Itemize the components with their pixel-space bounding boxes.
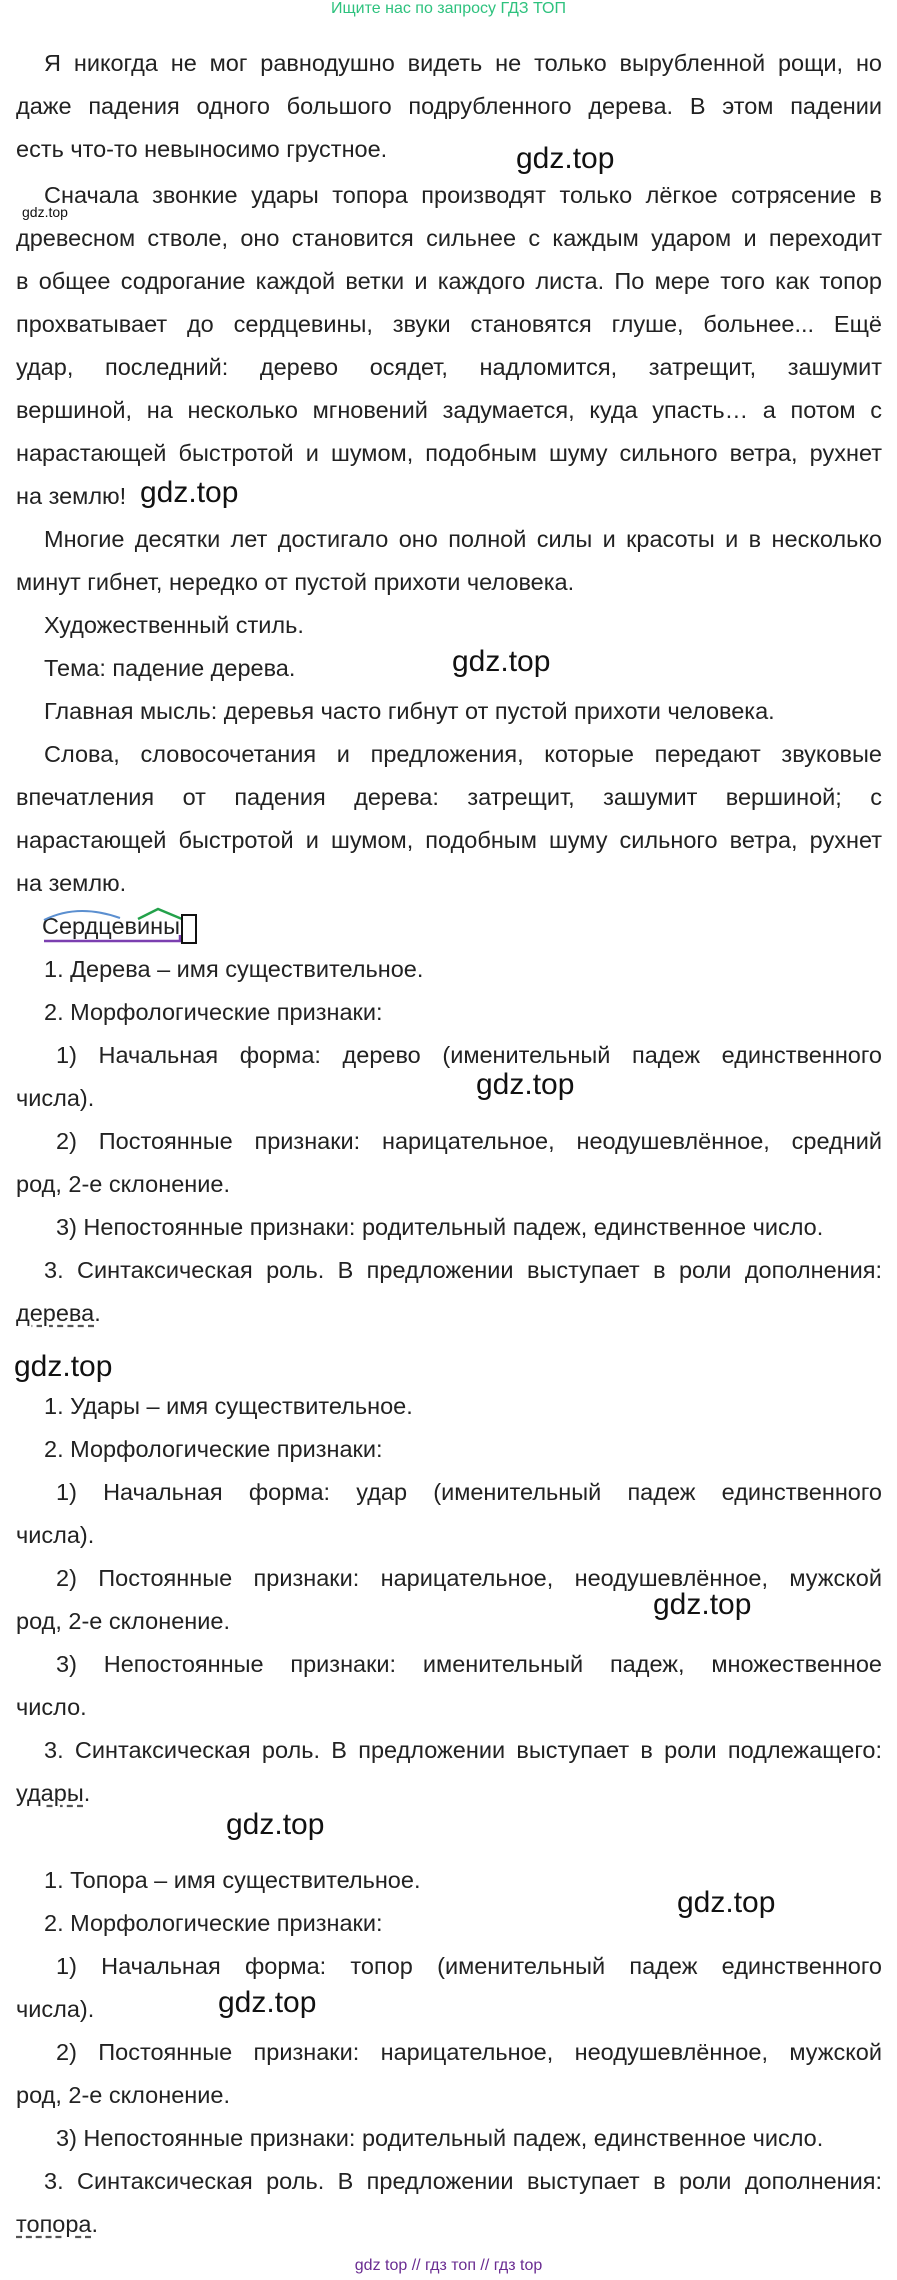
text-line: нарастающей быстротой и шумом, подобным шуму сильного ветра, рухнет bbox=[16, 440, 882, 466]
analysis-line: 2. Морфологические признаки: bbox=[44, 1436, 383, 1462]
watermark: gdz.top bbox=[452, 645, 551, 678]
analysis-line bbox=[16, 1298, 101, 1328]
text-line: прохватывает до сердцевины, звуки становятся глуше, больнее... Ещё bbox=[16, 311, 882, 337]
watermark: gdz.top bbox=[218, 1986, 317, 2019]
text-line: нарастающей быстротой и шумом, подобным шуму сильного ветра, рухнет bbox=[16, 827, 882, 853]
analysis-line: 2) Постоянные признаки: нарицательное, неодушевлённое, мужской bbox=[56, 1565, 882, 1591]
text-line: даже падения одного большого подрубленного дерева. В этом падении bbox=[16, 93, 882, 119]
main-idea-line: Главная мысль: деревья часто гибнут от пустой прихоти человека. bbox=[44, 698, 775, 724]
period: . bbox=[94, 1300, 101, 1326]
analysis-line: 3. Синтаксическая роль. В предложении выступает в роли дополнения: bbox=[44, 1257, 882, 1283]
text-line: удар, последний: дерево осядет, надломится, затрещит, зашумит bbox=[16, 354, 882, 380]
analysis-line: 2) Постоянные признаки: нарицательное, неодушевлённое, мужской bbox=[56, 2039, 882, 2065]
watermark: gdz.top bbox=[653, 1588, 752, 1621]
analysis-line: 3. Синтаксическая роль. В предложении выступает в роли дополнения: bbox=[44, 2168, 882, 2194]
analysis-line: 1. Удары – имя существительное. bbox=[44, 1393, 413, 1419]
text-line: Слова, словосочетания и предложения, которые передают звуковые bbox=[44, 741, 882, 767]
watermark: gdz.top bbox=[226, 1808, 325, 1841]
text-line: вершиной, на несколько мгновений задумается, куда упасть… а потом с bbox=[16, 397, 882, 423]
underlined-word: дерева bbox=[16, 1300, 95, 1326]
text-line: Сначала звонкие удары топора производят только лёгкое сотрясение в bbox=[44, 182, 882, 208]
analysis-line: числа). bbox=[16, 1996, 95, 2022]
analysis-line: 3. Синтаксическая роль. В предложении выступает в роли подлежащего: bbox=[44, 1737, 882, 1763]
text-line: Я никогда не мог равнодушно видеть не только вырубленной рощи, но bbox=[44, 50, 882, 76]
analysis-line: 3) Непостоянные признаки: родительный падеж, единственное число. bbox=[56, 2125, 824, 2151]
watermark: gdz.top bbox=[14, 1350, 113, 1383]
watermark: gdz.top bbox=[516, 142, 615, 175]
text-line: в общее содрогание каждой ветки и каждого листа. По мере того как топор bbox=[16, 268, 882, 294]
watermark-small: gdz.top bbox=[22, 204, 68, 220]
top-banner[interactable]: Ищите нас по запросу ГДЗ ТОП bbox=[331, 0, 566, 17]
text-line: древесном стволе, оно становится сильнее с каждым ударом и переходит bbox=[16, 225, 882, 251]
analysis-line: 1) Начальная форма: топор (именительный падеж единственного bbox=[56, 1953, 882, 1979]
analysis-line: род, 2-е склонение. bbox=[16, 1608, 230, 1634]
text-line: впечатления от падения дерева: затрещит, зашумит вершиной; с bbox=[16, 784, 882, 810]
text-line: минут гибнет, нередко от пустой прихоти человека. bbox=[16, 569, 575, 595]
period: . bbox=[91, 2211, 99, 2237]
text-line: на землю. bbox=[16, 870, 127, 896]
analysis-line: род, 2-е склонение. bbox=[16, 2082, 230, 2108]
watermark: gdz.top bbox=[140, 476, 239, 509]
watermark: gdz.top bbox=[476, 1068, 575, 1101]
morpheme-word: Сердцевины bbox=[42, 913, 181, 939]
analysis-line: 1. Топора – имя существительное. bbox=[44, 1867, 421, 1893]
analysis-line: число. bbox=[16, 1694, 87, 1720]
analysis-line: 1) Начальная форма: удар (именительный падеж единственного bbox=[56, 1479, 882, 1505]
analysis-line: 3) Непостоянные признаки: родительный падеж, единственное число. bbox=[56, 1214, 824, 1240]
text-line: Многие десятки лет достигало оно полной силы и красоты и в несколько bbox=[44, 526, 882, 552]
analysis-line: числа). bbox=[16, 1522, 95, 1548]
underlined-word: удары bbox=[16, 1780, 84, 1806]
watermark: gdz.top bbox=[677, 1886, 776, 1919]
theme-line: Тема: падение дерева. bbox=[44, 655, 296, 681]
analysis-line: 2) Постоянные признаки: нарицательное, неодушевлённое, средний bbox=[56, 1128, 882, 1154]
analysis-line bbox=[16, 2209, 98, 2239]
analysis-line: 3) Непостоянные признаки: именительный падеж, множественное bbox=[56, 1651, 882, 1677]
analysis-line bbox=[16, 1778, 90, 1808]
analysis-line: 1) Начальная форма: дерево (именительный падеж единственного bbox=[56, 1042, 882, 1068]
period: . bbox=[83, 1780, 91, 1806]
style-line: Художественный стиль. bbox=[44, 612, 304, 638]
underlined-word: топора bbox=[16, 2211, 92, 2237]
analysis-line: род, 2-е склонение. bbox=[16, 1171, 230, 1197]
footer-links[interactable]: gdz top // гдз топ // гдз top bbox=[354, 2257, 543, 2274]
text-line: на землю! bbox=[16, 483, 127, 509]
analysis-line: числа). bbox=[16, 1085, 95, 1111]
analysis-line: 2. Морфологические признаки: bbox=[44, 1910, 383, 1936]
analysis-line: 2. Морфологические признаки: bbox=[44, 999, 383, 1025]
analysis-line: 1. Дерева – имя существительное. bbox=[44, 956, 424, 982]
morpheme-marks bbox=[42, 905, 202, 945]
text-line: есть что-то невыносимо грустное. bbox=[16, 136, 388, 162]
